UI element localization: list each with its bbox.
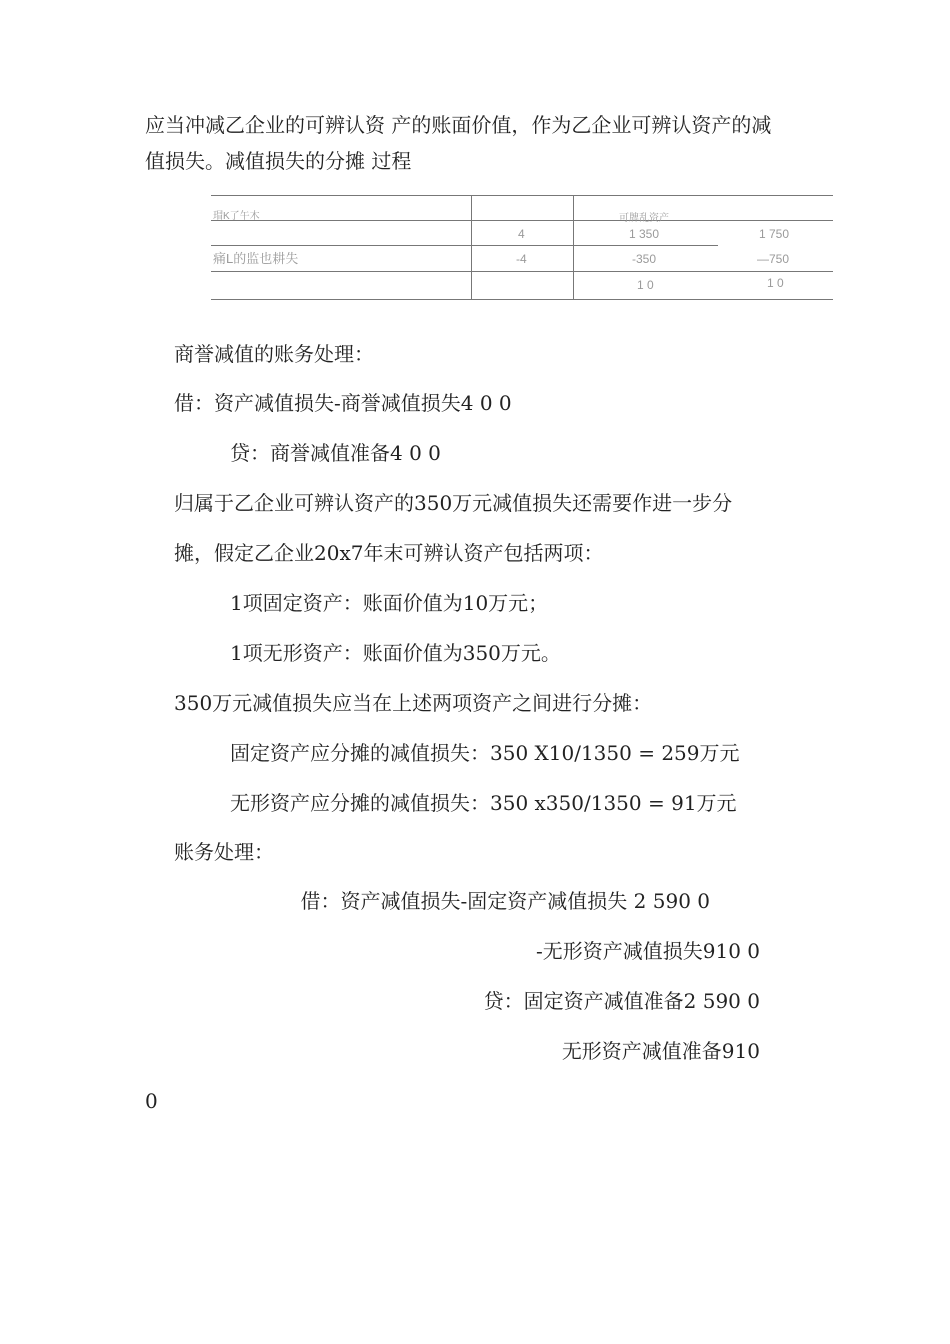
journal-debit-intangible: -无形资产减值损失910 0: [535, 939, 760, 963]
table-cell: -4: [516, 252, 527, 266]
table-cell: —750: [757, 252, 790, 266]
trailing-digit: 0: [145, 1089, 158, 1113]
asset-item-intangible: 1项无形资产：账面价值为350万元。: [230, 641, 561, 665]
table-cell: 1 750: [759, 227, 790, 241]
table-cell: 1 0: [637, 278, 654, 292]
allocation-fixed: 固定资产应分摊的减值损失：350 X10/1350 = 259万元: [230, 741, 740, 765]
journal-credit-fixed: 贷：固定资产减值准备2 590 0: [483, 989, 760, 1013]
intro-line-2: 值损失。减值损失的分摊 过程: [145, 149, 412, 173]
journal-credit-intangible: 无形资产减值准备910: [561, 1039, 760, 1063]
accounting-title: 账务处理：: [174, 840, 274, 864]
goodwill-debit-entry: 借：资产减值损失-商誉减值损失4 0 0: [174, 391, 512, 415]
journal-debit-fixed: 借：资产减值损失-固定资产减值损失 2 590 0: [300, 889, 710, 913]
goodwill-title: 商誉减值的账务处理：: [174, 342, 374, 366]
paragraph-line-1: 归属于乙企业可辨认资产的350万元减值损失还需要作进一步分: [174, 491, 733, 515]
table-header-identifiable-assets: 可牌乱资产: [619, 213, 669, 224]
asset-item-fixed: 1项固定资产：账面价值为10万元；: [230, 591, 549, 615]
table-row-label: 痛L的监也耕失: [213, 251, 299, 266]
table-cell: 4: [518, 227, 525, 241]
table-cell: -350: [632, 252, 657, 266]
goodwill-credit-entry: 贷：商誉减值准备4 0 0: [230, 441, 441, 465]
table-cell: 1 350: [629, 227, 660, 241]
allocation-intro: 350万元减值损失应当在上述两项资产之间进行分摊：: [174, 691, 653, 715]
allocation-intangible: 无形资产应分摊的减值损失：350 x350/1350 = 91万元: [230, 791, 737, 815]
intro-line-1: 应当冲减乙企业的可辨认资 产的账面价值，作为乙企业可辨认资产的减: [145, 113, 772, 137]
impairment-allocation-table: [211, 195, 833, 300]
table-header-item: 瑁K了午木: [213, 211, 260, 222]
paragraph-line-2: 摊，假定乙企业20x7年末可辨认资产包括两项：: [174, 541, 604, 565]
table-cell: 1 0: [767, 276, 784, 290]
